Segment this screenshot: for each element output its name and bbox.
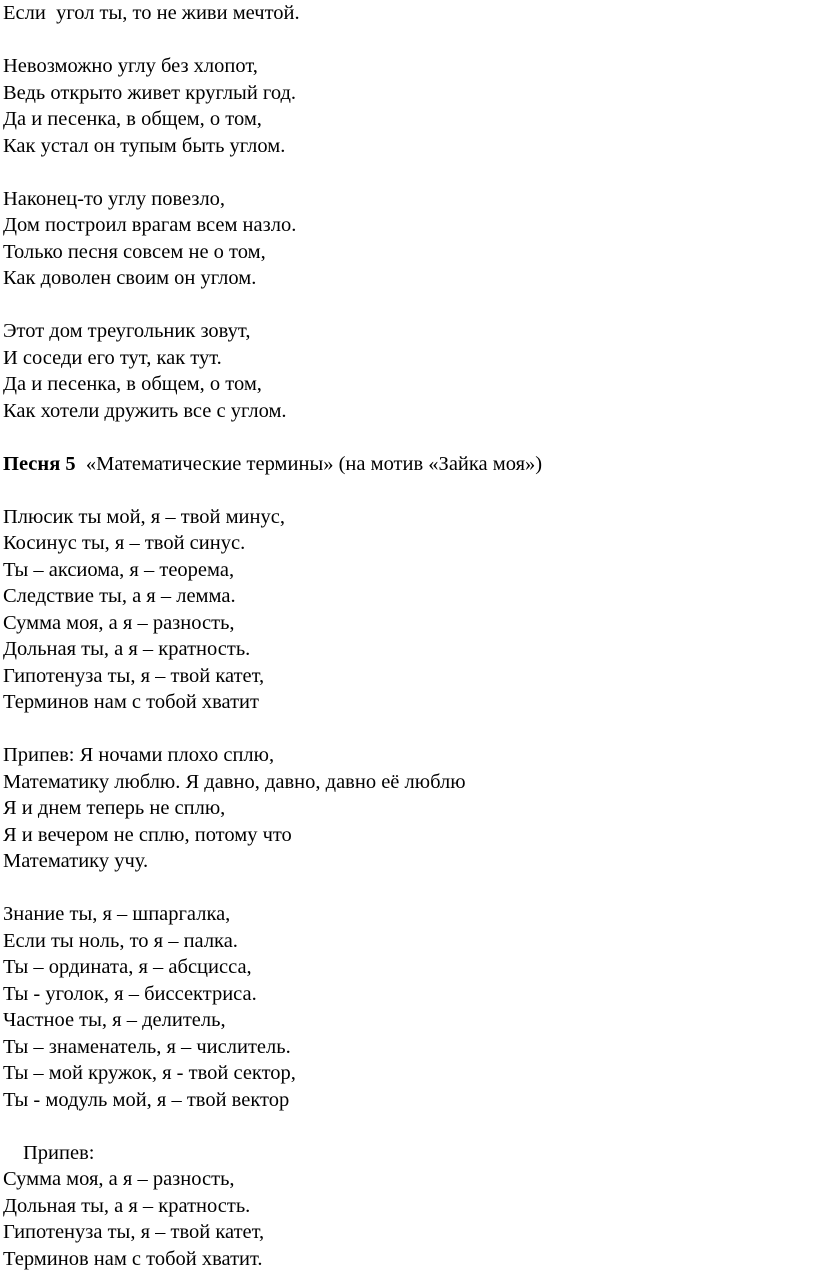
text-line: Математику учу. (3, 850, 149, 872)
text-line: Этот дом треугольник зовут, (3, 320, 251, 342)
chorus-label: Припев: (23, 1141, 95, 1164)
text-line: Наконец-то углу повезло, (3, 187, 226, 210)
text-line: Я и вечером не сплю, потому что (3, 823, 292, 846)
stanza-song5-verse-1 (3, 504, 803, 716)
stanza-gap (3, 477, 803, 504)
text-line: Сумма моя, а я – разность, (3, 1168, 235, 1190)
text-line: Гипотенуза ты, я – твой катет, (3, 1221, 265, 1243)
song-number-label: Песня 5 (3, 452, 76, 475)
text-line: Да и песенка, в общем, о том, (3, 108, 262, 130)
text-line: Дольная ты, а я – кратность. (3, 638, 251, 660)
text-line: И соседи его тут, как тут. (3, 346, 222, 369)
text-line: Косинус ты, я – твой синус. (3, 532, 246, 554)
text-line: Ты - модуль мой, я – твой вектор (3, 1088, 290, 1111)
stanza-gap (3, 424, 803, 451)
stanza-verse-2 (3, 186, 803, 292)
text-line: Следствие ты, а я – лемма. (3, 585, 236, 607)
text-line: Дом построил врагам всем назло. (3, 214, 297, 236)
text-line: Гипотенуза ты, я – твой катет, (3, 664, 265, 687)
stanza-chorus-2 (3, 1140, 803, 1273)
text-line: Знание ты, я – шпаргалка, (3, 903, 231, 925)
stanza-intro (3, 0, 803, 27)
stanza-gap (3, 292, 803, 319)
text-line: Математику люблю. Я давно, давно, давно её люблю (3, 770, 466, 793)
song-heading (3, 451, 803, 478)
text-line: Ведь открыто живет круглый год. (3, 81, 297, 104)
text-line: Ты – знаменатель, я – числитель. (3, 1035, 291, 1058)
text-line: Ты – мой кружок, я - твой сектор, (3, 1062, 296, 1084)
text-line: Плюсик ты мой, я – твой минус, (3, 505, 285, 528)
text-line: Я и днем теперь не сплю, (3, 797, 226, 819)
stanza-gap (3, 1113, 803, 1140)
text-line: Ты – ордината, я – абсцисса, (3, 956, 252, 978)
text-line: Припев: Я ночами плохо сплю, (3, 744, 275, 766)
stanza-gap (3, 27, 803, 54)
stanza-gap (3, 159, 803, 186)
text-line: Ты - уголок, я – биссектриса. (3, 982, 257, 1005)
document-page (3, 0, 803, 1272)
text-line: Дольная ты, а я – кратность. (3, 1194, 251, 1217)
song-title: «Математические термины» (на мотив «Зайка моя») (85, 452, 543, 475)
stanza-verse-3 (3, 318, 803, 424)
text-line: Как доволен своим он углом. (3, 267, 257, 289)
text-line: Как устал он тупым быть углом. (3, 134, 286, 157)
text-line: Если угол ты, то не живи мечтой. (3, 2, 300, 24)
text-line: Только песня совсем не о том, (3, 240, 266, 263)
text-line: Частное ты, я – делитель, (3, 1009, 226, 1031)
text-line: Невозможно углу без хлопот, (3, 55, 258, 77)
stanza-verse-1 (3, 53, 803, 159)
text-line: Терминов нам с тобой хватит (3, 691, 259, 713)
text-line: Как хотели дружить все с углом. (3, 399, 287, 422)
stanza-gap (3, 716, 803, 743)
stanza-song5-verse-2 (3, 901, 803, 1113)
text-line: Да и песенка, в общем, о том, (3, 373, 262, 395)
text-line: Сумма моя, а я – разность, (3, 611, 235, 634)
stanza-gap (3, 875, 803, 902)
text-line: Терминов нам с тобой хватит. (3, 1247, 263, 1270)
text-line: Ты – аксиома, я – теорема, (3, 558, 235, 581)
text-line: Если ты ноль, то я – палка. (3, 929, 238, 952)
stanza-chorus-1 (3, 742, 803, 875)
